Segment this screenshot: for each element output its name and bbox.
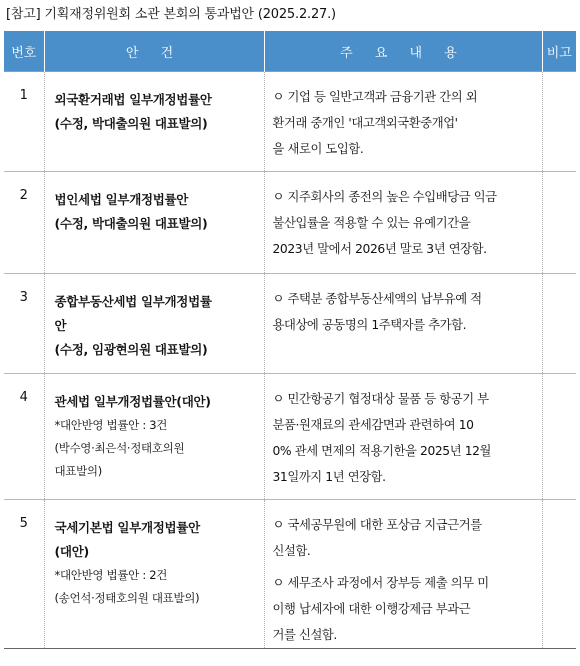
header-no: 번호 <box>4 31 44 72</box>
bill-note: *대안반영 법률안 : 2건 (송언석·정태호의원 대표발의) <box>54 568 200 605</box>
table-body <box>4 72 576 649</box>
remark-cell <box>542 274 576 374</box>
row-number: 2 <box>4 172 44 274</box>
content-cell <box>264 274 542 374</box>
header-item: 안 건 <box>44 31 264 72</box>
bill-title: 법인세법 일부개정법률안 (수정, 박대출의원 대표발의) <box>54 192 208 231</box>
content-cell <box>264 374 542 500</box>
bill-note: *대안반영 법률안 : 3건 (박수영·최은석·정태호의원 대표발의) <box>54 418 185 478</box>
bill-title: 국세기본법 일부개정법률안 (대안) <box>54 520 200 559</box>
content-bullet: ㅇ 민간항공기 협정대상 물품 등 항공기 부 분품·원재료의 관세감면과 관련하여 10 0% 관세 면제의 적용기한을 2025년 12월 31일까지 1년 연장함. <box>272 392 492 484</box>
bill-title: 외국환거래법 일부개정법률안 (수정, 박대출의원 대표발의) <box>54 92 212 131</box>
bill-cell <box>44 374 264 500</box>
content-bullet: ㅇ 지주회사의 종전의 높은 수입배당금 익금 불산입률을 적용할 수 있는 유예기간을 2023년 말에서 2026년 말로 3년 연장함. <box>272 190 497 256</box>
content-bullet: ㅇ 세무조사 과정에서 장부등 제출 의무 미 이행 납세자에 대한 이행강제금 부과근 거를 신설함. <box>272 576 489 642</box>
table-row <box>4 374 576 500</box>
content-cell <box>264 72 542 172</box>
row-number: 4 <box>4 374 44 500</box>
row-number: 3 <box>4 274 44 374</box>
table-header-row <box>4 31 576 72</box>
table-row <box>4 500 576 649</box>
bill-cell <box>44 72 264 172</box>
table-row <box>4 274 576 374</box>
bill-title: 종합부동산세법 일부개정법률 안 (수정, 임광현의원 대표발의) <box>54 294 212 357</box>
row-number: 1 <box>4 72 44 172</box>
row-number: 5 <box>4 500 44 649</box>
content-cell <box>264 500 542 649</box>
remark-cell <box>542 374 576 500</box>
header-content: 주 요 내 용 <box>264 31 542 72</box>
content-bullet: ㅇ 주택분 종합부동산세액의 납부유예 적 용대상에 공동명의 1주택자를 추가함. <box>272 292 482 332</box>
bills-table <box>4 31 576 649</box>
content-bullet: ㅇ 기업 등 일반고객과 금융기관 간의 외 환거래 중개인 '대고객외국환중개업' 을 새로이 도입함. <box>272 90 478 156</box>
table-row <box>4 72 576 172</box>
content-bullet: ㅇ 국세공무원에 대한 포상금 지급근거를 신설함. <box>272 518 482 558</box>
bill-cell <box>44 172 264 274</box>
bill-cell <box>44 500 264 649</box>
page-caption: [참고] 기획재정위원회 소관 본회의 통과법안 (2025.2.27.) <box>6 7 336 22</box>
remark-cell <box>542 172 576 274</box>
remark-cell <box>542 72 576 172</box>
content-cell <box>264 172 542 274</box>
bill-title: 관세법 일부개정법률안(대안) <box>54 394 211 409</box>
table-row <box>4 172 576 274</box>
remark-cell <box>542 500 576 649</box>
bill-cell <box>44 274 264 374</box>
header-remark: 비고 <box>542 31 576 72</box>
